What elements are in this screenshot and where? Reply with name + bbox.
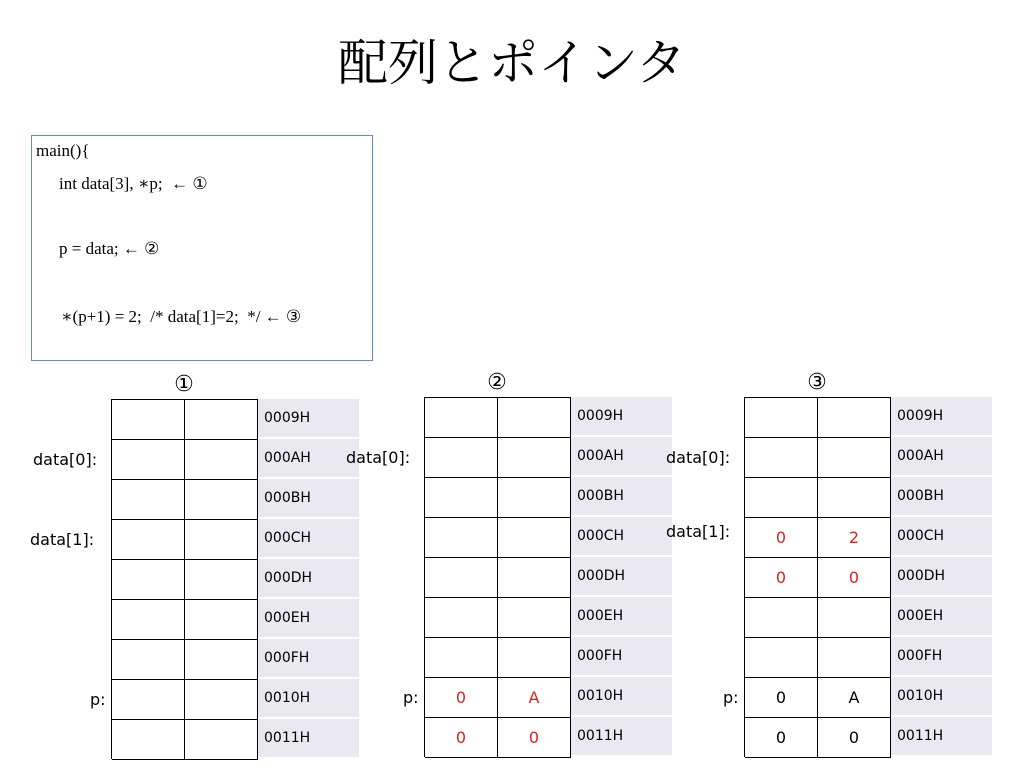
- address-column: [891, 397, 992, 757]
- address-000BH: 000BH: [258, 479, 359, 517]
- memory-cell: [185, 639, 258, 679]
- address-0009H: 0009H: [258, 399, 359, 437]
- memory-cell: [745, 597, 818, 637]
- cell-value: A: [818, 677, 891, 717]
- memory-row: [425, 637, 571, 677]
- memory-cell: [112, 439, 185, 479]
- memory-cell: [185, 519, 258, 559]
- address-000BH: 000BH: [571, 477, 672, 515]
- memory-cell: [818, 477, 891, 517]
- memory-row: [745, 557, 891, 597]
- address-000FH: 000FH: [258, 639, 359, 677]
- memory-cell: [498, 517, 571, 557]
- memory-cell: [112, 399, 185, 439]
- memory-cell: [112, 639, 185, 679]
- memory-row: [425, 597, 571, 637]
- label-p: p:: [403, 688, 419, 707]
- memory-cell: [498, 637, 571, 677]
- memory-cell: [112, 679, 185, 719]
- address-000AH: 000AH: [258, 439, 359, 477]
- memory-cell: [498, 437, 571, 477]
- memory-cell: [112, 479, 185, 519]
- memory-cell: [425, 557, 498, 597]
- memory-row: [745, 477, 891, 517]
- cell-value: 0: [498, 717, 571, 758]
- address-000EH: 000EH: [571, 597, 672, 635]
- slide-title: 配列とポインタ: [338, 34, 686, 92]
- address-000AH: 000AH: [891, 437, 992, 475]
- address-000CH: 000CH: [891, 517, 992, 555]
- address-000DH: 000DH: [258, 559, 359, 597]
- memory-row: [425, 397, 571, 437]
- label-data0: data[0]:: [666, 448, 731, 467]
- memory-row: [425, 677, 571, 717]
- address-000AH: 000AH: [571, 437, 672, 475]
- diagram-heading: ①: [174, 372, 194, 397]
- memory-cell: [745, 477, 818, 517]
- address-000EH: 000EH: [891, 597, 992, 635]
- memory-cell: [112, 519, 185, 559]
- cell-value: 0: [425, 677, 498, 717]
- cell-value: 0: [745, 677, 818, 717]
- address-000CH: 000CH: [258, 519, 359, 557]
- code-line-4: ∗(p+1) = 2; /* data[1]=2; */ ← ③: [61, 307, 302, 326]
- memory-cell: [185, 679, 258, 719]
- address-000FH: 000FH: [891, 637, 992, 675]
- memory-cell: [185, 479, 258, 519]
- address-000BH: 000BH: [891, 477, 992, 515]
- memory-row: [745, 397, 891, 437]
- memory-row: [745, 517, 891, 557]
- address-0011H: 0011H: [571, 717, 672, 755]
- memory-row: [745, 437, 891, 477]
- cell-value: 2: [818, 517, 891, 557]
- memory-cell: [425, 517, 498, 557]
- memory-cell: [185, 719, 258, 760]
- address-000DH: 000DH: [571, 557, 672, 595]
- label-data1: data[1]:: [30, 530, 95, 549]
- memory-row: [112, 519, 258, 559]
- cell-value: 0: [745, 717, 818, 758]
- memory-cell: [112, 599, 185, 639]
- memory-cell: [498, 557, 571, 597]
- label-data0: data[0]:: [33, 450, 98, 469]
- address-000DH: 000DH: [891, 557, 992, 595]
- label-data0: data[0]:: [346, 448, 411, 467]
- cell-value: 0: [818, 557, 891, 597]
- diagram-heading: ③: [807, 370, 827, 395]
- address-0010H: 0010H: [891, 677, 992, 715]
- memory-row: [425, 717, 571, 757]
- address-0009H: 0009H: [891, 397, 992, 435]
- cell-value: 0: [745, 517, 818, 557]
- memory-row: [425, 517, 571, 557]
- diagram-heading: ②: [487, 370, 507, 395]
- memory-cell: [425, 597, 498, 637]
- memory-cell: [745, 397, 818, 437]
- memory-row: [745, 637, 891, 677]
- memory-row: [425, 477, 571, 517]
- memory-grid: [744, 397, 891, 757]
- address-000FH: 000FH: [571, 637, 672, 675]
- memory-cell: [425, 637, 498, 677]
- memory-cell: [425, 397, 498, 437]
- memory-cell: [425, 477, 498, 517]
- address-0009H: 0009H: [571, 397, 672, 435]
- address-000EH: 000EH: [258, 599, 359, 637]
- label-p: p:: [90, 690, 106, 709]
- memory-row: [425, 437, 571, 477]
- memory-grid: [424, 397, 571, 757]
- memory-cell: [185, 599, 258, 639]
- memory-cell: [818, 437, 891, 477]
- code-line-3: p = data; ← ②: [59, 239, 160, 258]
- memory-cell: [185, 559, 258, 599]
- label-p: p:: [723, 688, 739, 707]
- memory-cell: [112, 719, 185, 760]
- cell-value: 0: [745, 557, 818, 597]
- memory-cell: [818, 637, 891, 677]
- memory-cell: [498, 477, 571, 517]
- address-0011H: 0011H: [258, 719, 359, 757]
- memory-cell: [185, 399, 258, 439]
- memory-row: [425, 557, 571, 597]
- memory-row: [112, 719, 258, 759]
- code-box: [31, 135, 373, 361]
- memory-cell: [745, 437, 818, 477]
- memory-row: [745, 717, 891, 757]
- memory-cell: [425, 437, 498, 477]
- memory-cell: [498, 597, 571, 637]
- address-column: [258, 399, 359, 759]
- memory-cell: [112, 559, 185, 599]
- memory-row: [112, 479, 258, 519]
- memory-row: [112, 639, 258, 679]
- cell-value: 0: [818, 717, 891, 758]
- memory-row: [112, 439, 258, 479]
- memory-row: [112, 399, 258, 439]
- memory-row: [112, 679, 258, 719]
- memory-cell: [185, 439, 258, 479]
- memory-row: [745, 597, 891, 637]
- code-line-1: main(){: [36, 141, 90, 160]
- label-data1: data[1]:: [666, 522, 731, 541]
- cell-value: 0: [425, 717, 498, 758]
- memory-row: [112, 599, 258, 639]
- address-0010H: 0010H: [258, 679, 359, 717]
- memory-row: [112, 559, 258, 599]
- address-0011H: 0011H: [891, 717, 992, 755]
- address-0010H: 0010H: [571, 677, 672, 715]
- memory-cell: [818, 397, 891, 437]
- memory-cell: [498, 397, 571, 437]
- address-000CH: 000CH: [571, 517, 672, 555]
- memory-row: [745, 677, 891, 717]
- memory-grid: [111, 399, 258, 759]
- memory-cell: [745, 637, 818, 677]
- memory-cell: [818, 597, 891, 637]
- code-line-2: int data[3], ∗p; ← ①: [59, 174, 208, 193]
- cell-value: A: [498, 677, 571, 717]
- address-column: [571, 397, 672, 757]
